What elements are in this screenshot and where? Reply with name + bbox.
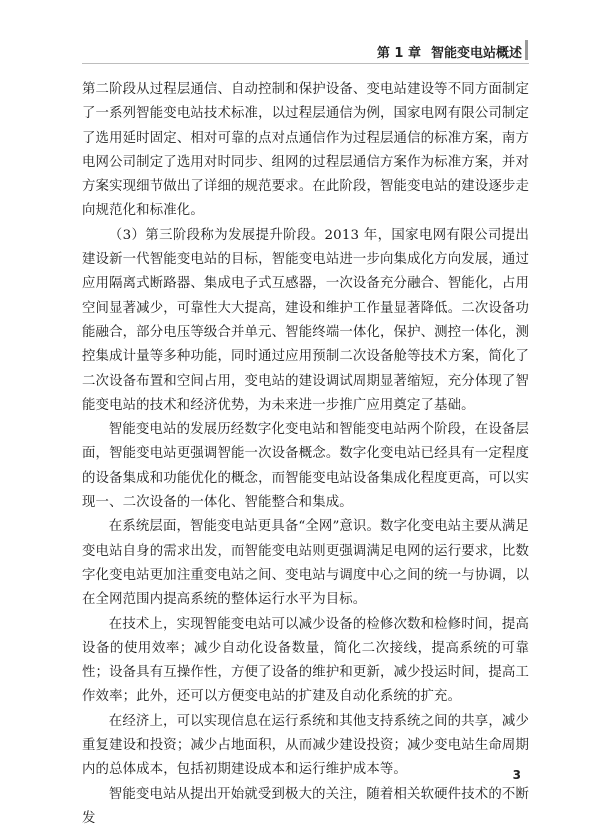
paragraph-4: 在系统层面，智能变电站更具备“全网”意识。数字化变电站主要从满足变电站自身的需求出发，而智能变电站则更强调满足电网的运行要求，比数字化变电站更加注重变电站之间、变电站与调度中心之间的统一与协调，以在全网范围内提高系统的整体运行水平为目标。 <box>82 519 530 608</box>
header-accent-bar <box>525 40 528 60</box>
paragraph-1: 第二阶段从过程层通信、自动控制和保护设备、变电站建设等不同方面制定了一系列智能变电站技术标准，以过程层通信为例，国家电网有限公司制定了选用延时固定、相对可靠的点对点通信作为过程层通信的标准方案，南方电网公司制定了选用对时同步、组网的过程层通信方案作为标准方案，并对方案实现细节做出了详细的规范要求。在此阶段，智能变电站的建设逐步走向规范化和标准化。 <box>82 82 529 219</box>
paragraph-6: 在经济上，可以实现信息在运行系统和其他支持系统之间的共享，减少重复建设和投资；减少占地面积，从而减少建设投资；减少变电站生命周期内的总体成本，包括初期建设成本和运行维护成本等。 <box>82 713 529 778</box>
page-number: 3 <box>512 768 521 782</box>
header-rule <box>82 63 529 64</box>
chapter-label: 第 1 章 <box>376 46 421 61</box>
paragraph-3: 智能变电站的发展历经数字化变电站和智能变电站两个阶段，在设备层面，智能变电站更强调智能一次设备概念。数字化变电站已经具有一定程度的设备集成和功能优化的概念，而智能变电站设备集成化程度更高，可以实现一、二次设备的一体化、智能整合和集成。 <box>82 422 529 511</box>
chapter-title: 智能变电站概述 <box>430 46 522 61</box>
paragraph-2: （3）第三阶段称为发展提升阶段。2013 年，国家电网有限公司提出建设新一代智能变电站的目标，智能变电站进一步向集成化方向发展，通过应用隔离式断路器、集成电子式互感器，一次设备充分融合、智能化，占用空间显著减少，可靠性大大提高，建设和维护工作量显著降低。二次设备功能融合，部分电压等级合并单元、智能终端一体化，保护、测控一体化，测控集成计量等多种功能，同时通过应用预制二次设备舱等技术方案，简化了二次设备布置和空间占用，变电站的建设调试周期显著缩短，充分体现了智能变电站的技术和经济优势，为未来进一步推广应用奠定了基础。 <box>82 227 529 413</box>
running-head <box>377 42 522 61</box>
paragraph-5: 在技术上，实现智能变电站可以减少设备的检修次数和检修时间，提高设备的使用效率；减少自动化设备数量，简化二次接线，提高系统的可靠性；设备具有互操作性，方便了设备的维护和更新，减少投运时间，提高工作效率；此外，还可以方便变电站的扩建及自动化系统的扩充。 <box>82 616 529 705</box>
paragraph-7: 智能变电站从提出开始就受到极大的关注，随着相关软硬件技术的不断发 <box>82 786 529 826</box>
body-text <box>82 78 529 831</box>
